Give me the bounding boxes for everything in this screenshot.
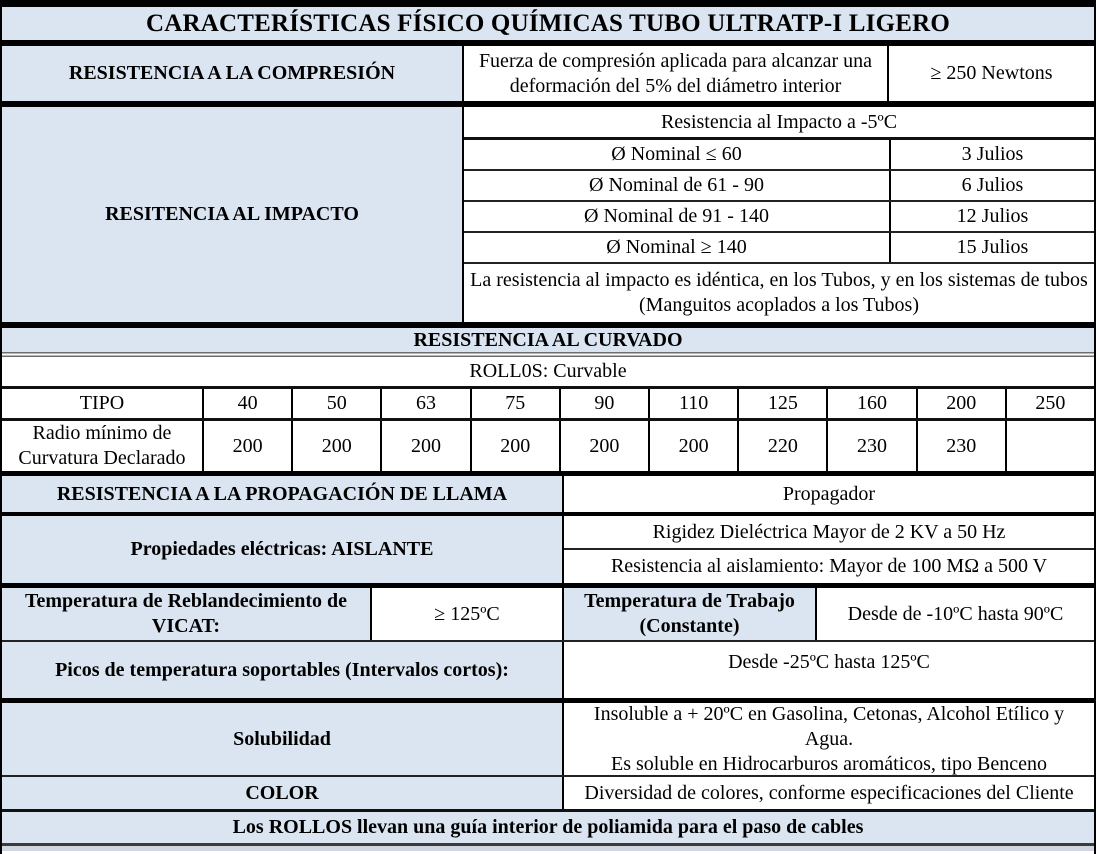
compression-value: ≥ 250 Newtons [887,46,1094,101]
vicat-value: ≥ 125ºC [370,588,562,640]
bending-header: RESISTENCIA AL CURVADO [413,328,683,351]
compression-label: RESISTENCIA A LA COMPRESIÓN [2,46,462,101]
impact-section [2,107,1094,328]
color-value: Diversidad de colores, conforme especificaciones del Cliente [562,777,1094,809]
footer-row [2,812,1094,843]
impact-value: 12 Julios [889,202,1094,231]
radius-90: 200 [559,421,648,471]
tipo-label: TIPO [79,392,125,414]
impact-row-2 [464,171,1094,202]
radius-label: Radio mínimo de Curvatura Declarado [18,422,186,469]
compression-row [2,46,1094,107]
impact-value: 15 Julios [889,233,1094,262]
vicat-row [2,588,1094,642]
tipo-125: 125 [737,389,826,418]
radius-110: 200 [648,421,737,471]
color-label: COLOR [2,777,562,809]
electrical-label: Propiedades eléctricas: AISLANTE [2,516,562,583]
impact-header: Resistencia al Impacto a -5ºC [464,107,1094,137]
color-row [2,777,1094,812]
radius-50: 200 [291,421,380,471]
rollos-row [2,357,1094,389]
impact-label: RESITENCIA AL IMPACTO [2,107,462,322]
tipo-160: 160 [826,389,915,418]
impact-value: 3 Julios [889,140,1094,169]
electrical-section [2,516,1094,588]
impact-value: 6 Julios [889,171,1094,200]
bending-header-row [2,328,1094,352]
tipo-40: 40 [202,389,291,418]
compression-description: Fuerza de compresión aplicada para alcanzar una deformación del 5% del diámetro interior [462,46,887,101]
impact-diameter: Ø Nominal de 91 - 140 [464,202,889,231]
working-temp-label: Temperatura de Trabajo (Constante) [562,588,815,640]
radius-250-empty [1005,421,1094,471]
flame-value: Propagador [562,476,1094,512]
flame-row [2,476,1094,516]
radius-row [2,421,1094,476]
peaks-label: Picos de temperatura soportables (Intervalos cortos): [2,642,562,698]
impact-header-row [464,107,1094,140]
solubility-value [562,703,1094,775]
impact-row-4 [464,233,1094,264]
tipo-63: 63 [380,389,469,418]
tipo-75: 75 [470,389,559,418]
solubility-line-2: Es soluble en Hidrocarburos aromáticos, tipo Benceno [611,752,1047,775]
solubility-label: Solubilidad [2,703,562,775]
tipo-250: 250 [1005,389,1094,418]
radius-40: 200 [202,421,291,471]
radius-160: 230 [826,421,915,471]
table-title: CARACTERÍSTICAS FÍSICO QUÍMICAS TUBO ULTRATP-I LIGERO [2,7,1094,46]
electrical-subtable [562,516,1094,583]
impact-row-1 [464,140,1094,171]
peaks-row [2,642,1094,703]
impact-subtable [462,107,1094,322]
insulation-resistance: Resistencia al aislamiento: Mayor de 100 MΩ a 500 V [564,550,1094,583]
bottom-edge-rule [2,843,1094,851]
tipo-row [2,389,1094,421]
flame-label: RESISTENCIA A LA PROPAGACIÓN DE LLAMA [2,476,562,512]
tipo-200: 200 [916,389,1005,418]
footer-note: Los ROLLOS llevan una guía interior de poliamida para el paso de cables [232,816,864,838]
impact-diameter: Ø Nominal ≤ 60 [464,140,889,169]
radius-63: 200 [380,421,469,471]
impact-diameter: Ø Nominal ≥ 140 [464,233,889,262]
solubility-row [2,703,1094,777]
impact-note: La resistencia al impacto es idéntica, en los Tubos, y en los sistemas de tubos (Manguitos acoplados a los Tubos) [464,264,1094,322]
radius-125: 220 [737,421,826,471]
vicat-label: Temperatura de Reblandecimiento de VICAT: [2,588,370,640]
working-temp-value: Desde de -10ºC hasta 90ºC [815,588,1094,640]
tipo-90: 90 [559,389,648,418]
tipo-50: 50 [291,389,380,418]
dielectric-strength: Rigidez Dieléctrica Mayor de 2 KV a 50 Hz [564,516,1094,550]
tipo-110: 110 [648,389,737,418]
radius-75: 200 [470,421,559,471]
impact-row-3 [464,202,1094,233]
peaks-value: Desde -25ºC hasta 125ºC [562,642,1094,698]
rollos-subheader: ROLL0S: Curvable [469,360,627,382]
solubility-line-1: Insoluble a + 20ºC en Gasolina, Cetonas, Alcohol Etílico y Agua. [593,703,1065,750]
impact-diameter: Ø Nominal de 61 - 90 [464,171,889,200]
radius-200: 230 [916,421,1005,471]
impact-note-row [464,264,1094,322]
